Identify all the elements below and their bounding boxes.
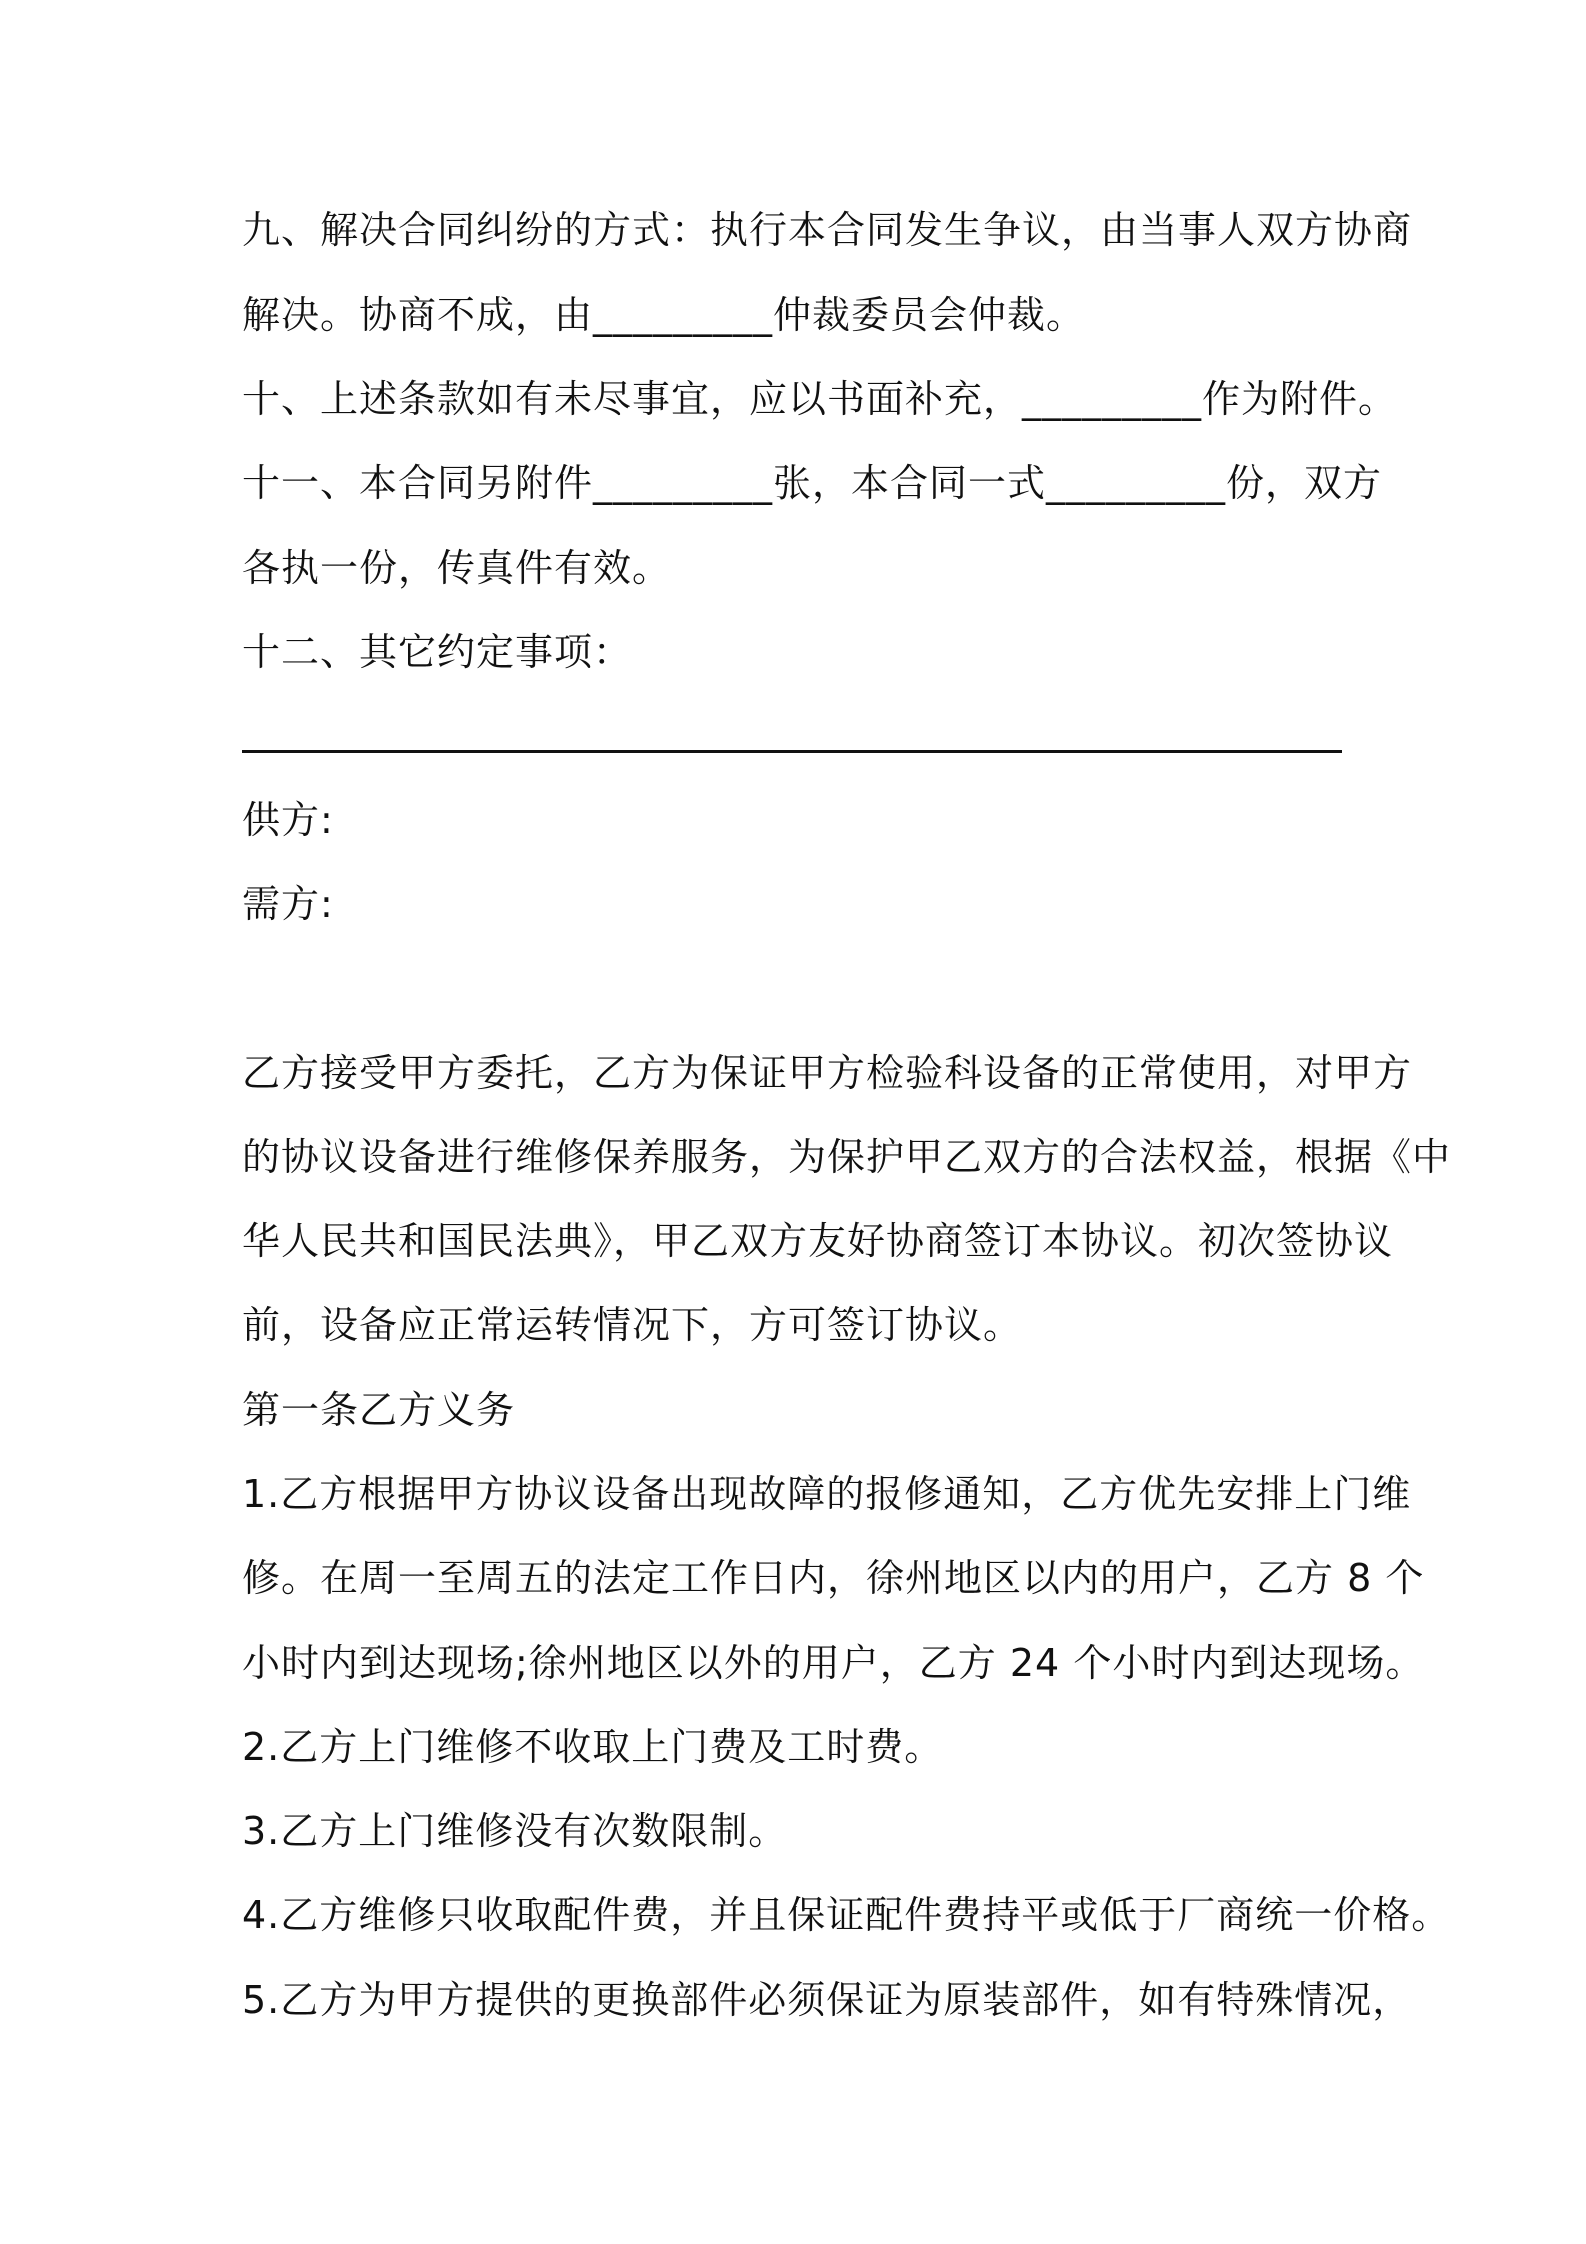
item-1-line-1: 1.乙方根据甲方协议设备出现故障的报修通知，乙方优先安排上门维 <box>242 1472 1412 1516</box>
supplier-label: 供方: <box>242 798 334 842</box>
item-2: 2.乙方上门维修不收取上门费及工时费。 <box>242 1725 944 1769</box>
clause-9-line-1: 九、解决合同纠纷的方式：执行本合同发生争议，由当事人双方协商 <box>242 208 1413 252</box>
clause-9-line-2: 解决。协商不成，由_________仲裁委员会仲裁。 <box>242 293 1086 337</box>
intro-line-3: 华人民共和国民法典》，甲乙双方友好协商签订本协议。初次签协议 <box>242 1219 1394 1263</box>
clause-11-line-2: 各执一份，传真件有效。 <box>242 546 672 590</box>
item-5-line-1: 5.乙方为甲方提供的更换部件必须保证为原装部件，如有特殊情况， <box>242 1978 1412 2022</box>
clause-12: 十二、其它约定事项： <box>242 630 633 674</box>
item-1-line-2: 修。在周一至周五的法定工作日内，徐州地区以内的用户，乙方 8 个 <box>242 1556 1425 1600</box>
intro-line-2: 的协议设备进行维修保养服务，为保护甲乙双方的合法权益，根据《中 <box>242 1135 1452 1179</box>
intro-line-1: 乙方接受甲方委托，乙方为保证甲方检验科设备的正常使用，对甲方 <box>242 1051 1413 1095</box>
item-4: 4.乙方维修只收取配件费，并且保证配件费持平或低于厂商统一价格。 <box>242 1893 1451 1937</box>
intro-line-4: 前，设备应正常运转情况下，方可签订协议。 <box>242 1303 1023 1347</box>
clause-10: 十、上述条款如有未尽事宜，应以书面补充，_________作为附件。 <box>242 377 1398 421</box>
buyer-label: 需方: <box>242 882 334 926</box>
clause-11-line-1: 十一、本合同另附件_________张，本合同一式_________份，双方 <box>242 461 1383 505</box>
item-3: 3.乙方上门维修没有次数限制。 <box>242 1809 788 1853</box>
blank-fill-line <box>242 750 1342 753</box>
item-1-line-3: 小时内到达现场;徐州地区以外的用户，乙方 24 个小时内到达现场。 <box>242 1641 1425 1685</box>
article-1-heading: 第一条乙方义务 <box>242 1388 516 1432</box>
